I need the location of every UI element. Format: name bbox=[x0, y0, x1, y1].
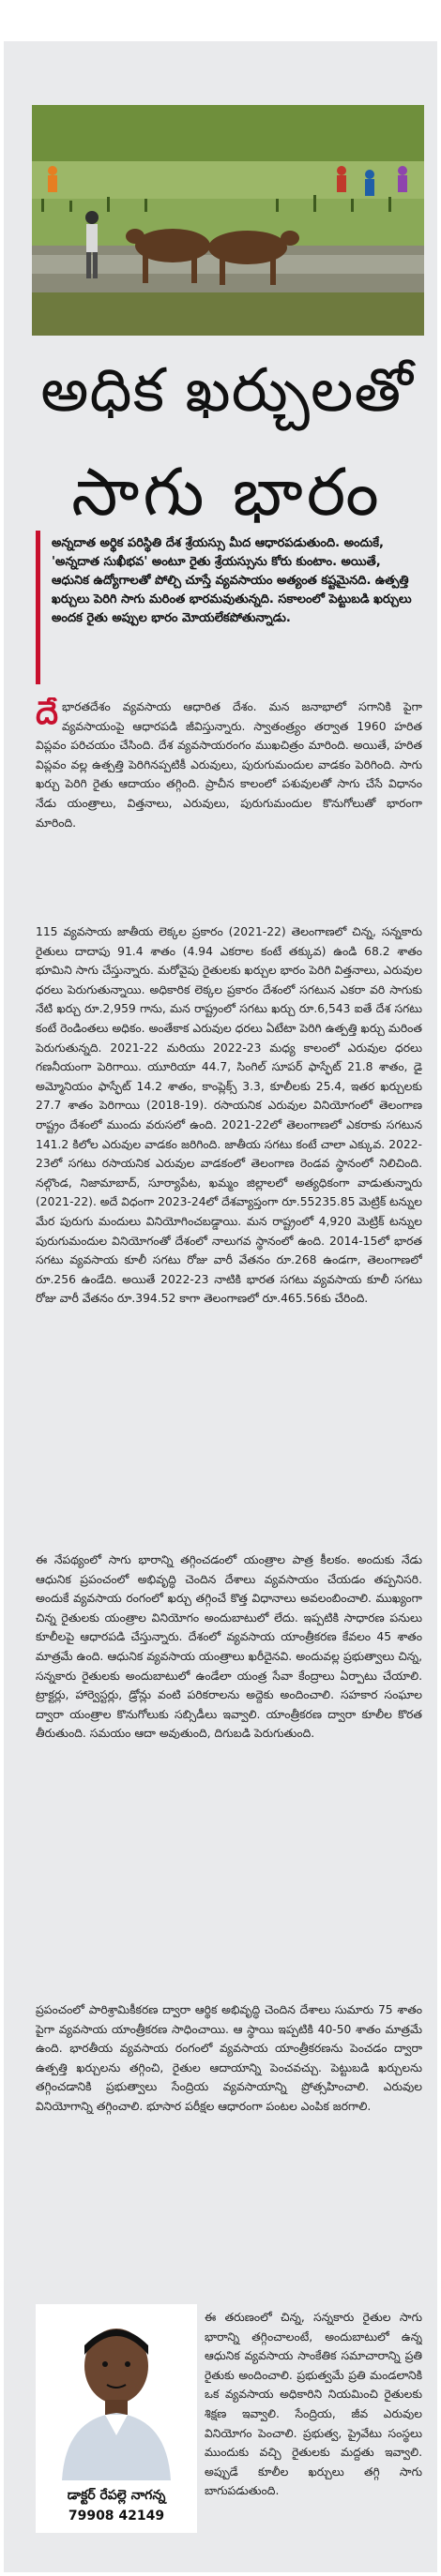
body-paragraph-1 bbox=[36, 697, 422, 917]
author-phone: 79908 42149 bbox=[68, 2509, 165, 2524]
body-paragraph-1-text: భారతదేశం వ్యవసాయ ఆధారిత దేశం. మన జనాభాలో సగానికి పైగా వ్యవసాయంపై ఆధారపడి జీవిస్తున్నారు. స్వాతంత్ర్యం తర్వాత 1960 హరిత విప్లవం పరిచయం చేసింది. దేశ వ్యవసాయరంగం ముఖచిత్రం మారింది. అయితే, హరిత విప్లవం వల్ల ఉత్పత్తి పెరిగినప్పటికీ ఎరువులు, పురుగుమందుల వాడకం పెరిగింది. సాగు ఖర్చు పెరిగి రైతు ఆదాయం తగ్గింది. ప్రాచీన కాలంలో పశువులతో సాగు చేసే విధానం నేడు యంత్రాలు, విత్తనాలు, ఎరువులు, పురుగుమందుల కొనుగోలుతో భారంగా మారింది. bbox=[36, 700, 422, 830]
body-paragraph-3: ఈ నేపథ్యంలో సాగు భారాన్ని తగ్గించడంలో యంత్రాల పాత్ర కీలకం. అందుకు నేడు ఆధునిక ప్రపంచంలో అభివృద్ధి చెందిన దేశాలు వ్యవసాయం చేయడం తప్పనిసరి. అందుకే వ్యవసాయ రంగంలో ఖర్చు తగ్గించే కొత్త విధానాలు అవలంబించాలి. ముఖ్యంగా చిన్న రైతులకు యంత్రాల వినియోగం అందుబాటులో లేదు. ఇప్పటికి సాధారణ పనులు కూలీలపై ఆధారపడి చేస్తున్నారు. దేశంలో వ్యవసాయ యాంత్రీకరణ కేవలం 45 శాతం మాత్రమే ఉంది. ఆధునిక వ్యవసాయ యంత్రాలు ఖరీదైనవి. అందువల్ల ప్రభుత్వాలు చిన్న, సన్నకారు రైతులకు అందుబాటులో ఉండేలా యంత్ర సేవా కేంద్రాలు ఏర్పాటు చేయాలి. ట్రాక్టర్లు, హార్వెస్టర్లు, డ్రోన్లు వంటి పరికరాలను అద్దెకు అందించాలి. సహకార సంఘాల ద్వారా యంత్రాల కొనుగోలుకు సబ్సిడీలు ఇవ్వాలి. యాంత్రీకరణ ద్వారా కూలీల కొరత తీరుతుంది. సమయం ఆదా అవుతుంది, దిగుబడి పెరుగుతుంది. bbox=[36, 1553, 422, 1741]
author-portrait-illustration bbox=[53, 2314, 180, 2480]
author-name: డాక్టర్ రేపల్లె నాగన్న bbox=[67, 2488, 166, 2503]
author-photo bbox=[53, 2314, 180, 2480]
body-paragraph-2: 115 వ్యవసాయ జాతీయ లెక్కల ప్రకారం (2021-22) తెలంగాణలో చిన్న, సన్నకారు రైతులు దాదాపు 91.4 శాతం (4.94 ఎకరాల కంటే తక్కువ) ఉండి 68.2 శాతం భూమిని సాగు చేస్తున్నారు. మరోవైపు రైతులకు ఖర్చుల భారం పెరిగి విత్తనాలు, ఎరువుల ధరలు పెరుగుతున్నాయి. అధికారిక లెక్కల ప్రకారం దేశంలో సగటున ఎకరా వరి సాగుకు నేటి ఖర్చు రూ.2,959 గాను, మన రాష్ట్రంలో సగటు ఖర్చు రూ.6,543 ఐతే దేశ సగటు కంటే రెండింతలు అధికం. అంతేకాక ఎరువుల ధరలు ఏటేటా పెరిగి ఉత్పత్తి ఖర్చు మరింత పెరుగుతున్నది. 2021-22 మరియు 2022-23 మధ్య కాలంలో ఎరువుల ధరలు గణనీయంగా పెరిగాయి. యూరియా 44.7, సింగిల్ సూపర్ ఫాస్ఫేట్ 21.8 శాతం, డై అమ్మోనియం ఫాస్ఫేట్ 14.2 శాతం, కాంప్లెక్స్ 3.3, కూలీలకు 25.4, ఇతర ఖర్చులకు 27.7 శాతం పెరిగాయి (2018-19). రసాయనిక ఎరువుల వినియోగంలో తెలంగాణ రాష్ట్రం దేశంలో ముందు వరుసలో ఉంది. 2021-22లో తెలంగాణలో ఎకరాకు సగటున 141.2 కిలోల ఎరువుల వాడకం జరిగింది. జాతీయ సగటు కంటే చాలా ఎక్కువ. 2022-23లో సగటు రసాయనిక ఎరువుల వాడకంలో తెలంగాణ రెండవ స్థానంలో నిలిచింది. నల్గొండ, నిజామాబాద్, సూర్యాపేట, ఖమ్మం జిల్లాలలో అత్యధికంగా వాడుతున్నారు (2021-22). అదే విధంగా 2023-24లో దేశవ్యాప్తంగా రూ.55235.85 మెట్రిక్ టన్నుల మేర పురుగు మందులు వినియోగించబడ్డాయి. మన రాష్ట్రంలో 4,920 మెట్రిక్ టన్నుల పురుగుమందుల వినియోగంతో దేశంలో నాలుగవ స్థానంలో ఉంది. 2014-15లో భారత సగటు వ్యవసాయ కూలీ సగటు రోజు వారీ వేతనం రూ.268 ఉండగా, తెలంగాణలో రూ.256 ఉండేది. అయితే 2022-23 నాటికి భారత సగటు వ్యవసాయ కూలీ సగటు రోజు వారీ వేతనం రూ.394.52 కాగా తెలంగాణలో రూ.465.56కు చేరింది. bbox=[36, 925, 422, 1306]
headline-line-2: సాగు భారం bbox=[71, 454, 383, 531]
drop-cap: దే bbox=[36, 697, 59, 732]
body-paragraph-4: ప్రపంచంలో పారిశ్రామికీకరణ ద్వారా ఆర్థిక అభివృద్ధి చెందిన దేశాలు సుమారు 75 శాతం పైగా వ్యవసాయ యాంత్రీకరణ సాధించాయి. ఆ స్థాయి ఇప్పటికి 40-50 శాతం మాత్రమే ఉంది. భారతీయ వ్యవసాయ రంగంలో వ్యవసాయ యాంత్రీకరణను పెంచడం ద్వారా ఉత్పత్తి ఖర్చులను తగ్గించి, రైతుల ఆదాయాన్ని పెంచవచ్చు. పెట్టుబడి ఖర్చులను తగ్గించడానికి ప్రభుత్వాలు సేంద్రియ వ్యవసాయాన్ని ప్రోత్సహించాలి. ఎరువుల వినియోగాన్ని తగ్గించాలి. భూసార పరీక్షల ఆధారంగా పంటల ఎంపిక జరగాలి. bbox=[36, 2003, 422, 2113]
headline-line-1: అధిక ఖర్చులతో bbox=[40, 356, 414, 426]
author-box bbox=[36, 2304, 197, 2533]
body-paragraph-5: ఈ తరుణంలో చిన్న, సన్నకారు రైతుల సాగు భారాన్ని తగ్గించాలంటే, అందుబాటులో ఉన్న ఆధునిక వ్యవసాయ సాంకేతిక సమాచారాన్ని ప్రతి రైతుకు అందించాలి. ప్రభుత్వమే ప్రతి మండలానికి ఒక వ్యవసాయ అధికారిని నియమించి రైతులకు శిక్షణ ఇవ్వాలి. సేంద్రియ, జీవ ఎరువుల వినియోగం పెంచాలి. ప్రభుత్వ, ప్రైవేటు సంస్థలు ముందుకు వచ్చి రైతులకు మద్దతు ఇవ్వాలి. అప్పుడే కూలీల ఖర్చులు తగ్గి సాగు బాగుపడుతుంది. bbox=[205, 2311, 422, 2498]
article-photo-farmers-ploughing bbox=[32, 105, 424, 336]
article-page bbox=[4, 41, 437, 2572]
paddy-field-illustration bbox=[32, 105, 424, 336]
lead-paragraph: అన్నదాత అర్థిక పరిస్థితి దేశ శ్రేయస్సు మీద ఆధారపడుతుంది. అందుకే, 'అన్నదాత సుఖీభవ' అంటూ రైతు శ్రేయస్సును కోరు కుంటాం. అయితే, ఆధునిక ఉద్యోగాలతో పోల్చి చూస్తే వ్యవసాయం అత్యంత కష్టమైనది. ఉత్పత్తి ఖర్చులు పెరిగి సాగు మరింత భారమవుతున్నది. సకాలంలో పెట్టుబడి ఖర్చులు అందక రైతు అప్పుల భారం మోయలేకపోతున్నాడు. bbox=[36, 531, 422, 684]
